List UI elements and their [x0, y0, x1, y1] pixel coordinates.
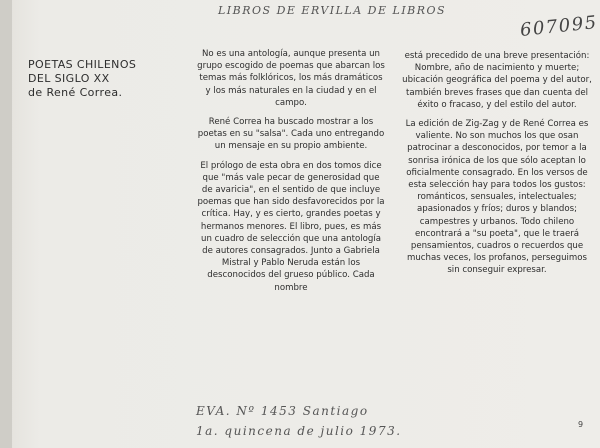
- handwritten-catalog-number: 607095: [519, 11, 599, 42]
- title-line-1: POETAS CHILENOS: [28, 58, 137, 71]
- title-author: de René Correa.: [28, 86, 123, 99]
- title-line-2: DEL SIGLO XX: [28, 72, 110, 85]
- page-number: 9: [578, 420, 584, 429]
- paragraph: René Correa ha buscado mostrar a los poetas en su "salsa". Cada uno entregando un mensaje en su propio ambiente.: [197, 117, 385, 152]
- handwritten-source-line-2: 1a. quincena de julio 1973.: [196, 424, 402, 438]
- text-column-2: [402, 50, 592, 284]
- article-title: [28, 58, 178, 100]
- paragraph: está precedido de una breve presentación: Nombre, año de nacimiento y muerte; ubicación geográfica del poema y del autor, también breves frases que dan cuenta del éxito o fracaso, y del estilo del autor.: [402, 51, 592, 110]
- paragraph: La edición de Zig-Zag y de René Correa es valiente. No son muchos los que osan patrocinar a desconocidos, por temor a la sonrisa irónica de los que sólo aceptan lo oficialmente consagrado. En los versos de esta selección hay para todos los gustos: románticos, sensuales, intelectuales; apasionados y fríos; duros y blandos; campestres y urbanos. Todo chileno encontrará a "su poeta", que le traerá pensamientos, cuadros o recuerdos que muchas veces, los profanos, perseguimos sin conseguir expresar.: [405, 119, 589, 276]
- handwritten-source-line-1: EVA. Nº 1453 Santiago: [196, 404, 369, 418]
- handwritten-note-top: LIBROS DE ERVILLA DE LIBROS: [218, 4, 447, 17]
- paragraph: No es una antología, aunque presenta un grupo escogido de poemas que abarcan los temas más folklóricos, los más dramáticos y los más naturales en la ciudad y en el campo.: [197, 49, 385, 108]
- facing-page-edge: [0, 0, 12, 448]
- paragraph: El prólogo de esta obra en dos tomos dice que "más vale pecar de generosidad que de avaricia", en el sentido de que incluye poemas que han sido desfavorecidos por la crítica. Hay, y es cierto, grandes poetas y hermanos menores. El libro, pues, es más un cuadro de selección que una antología de autores consagrados. Junto a Gabriela Mistral y Pablo Neruda están los desconocidos del grueso público. Cada nombre: [197, 160, 385, 293]
- text-column-1: [196, 48, 386, 301]
